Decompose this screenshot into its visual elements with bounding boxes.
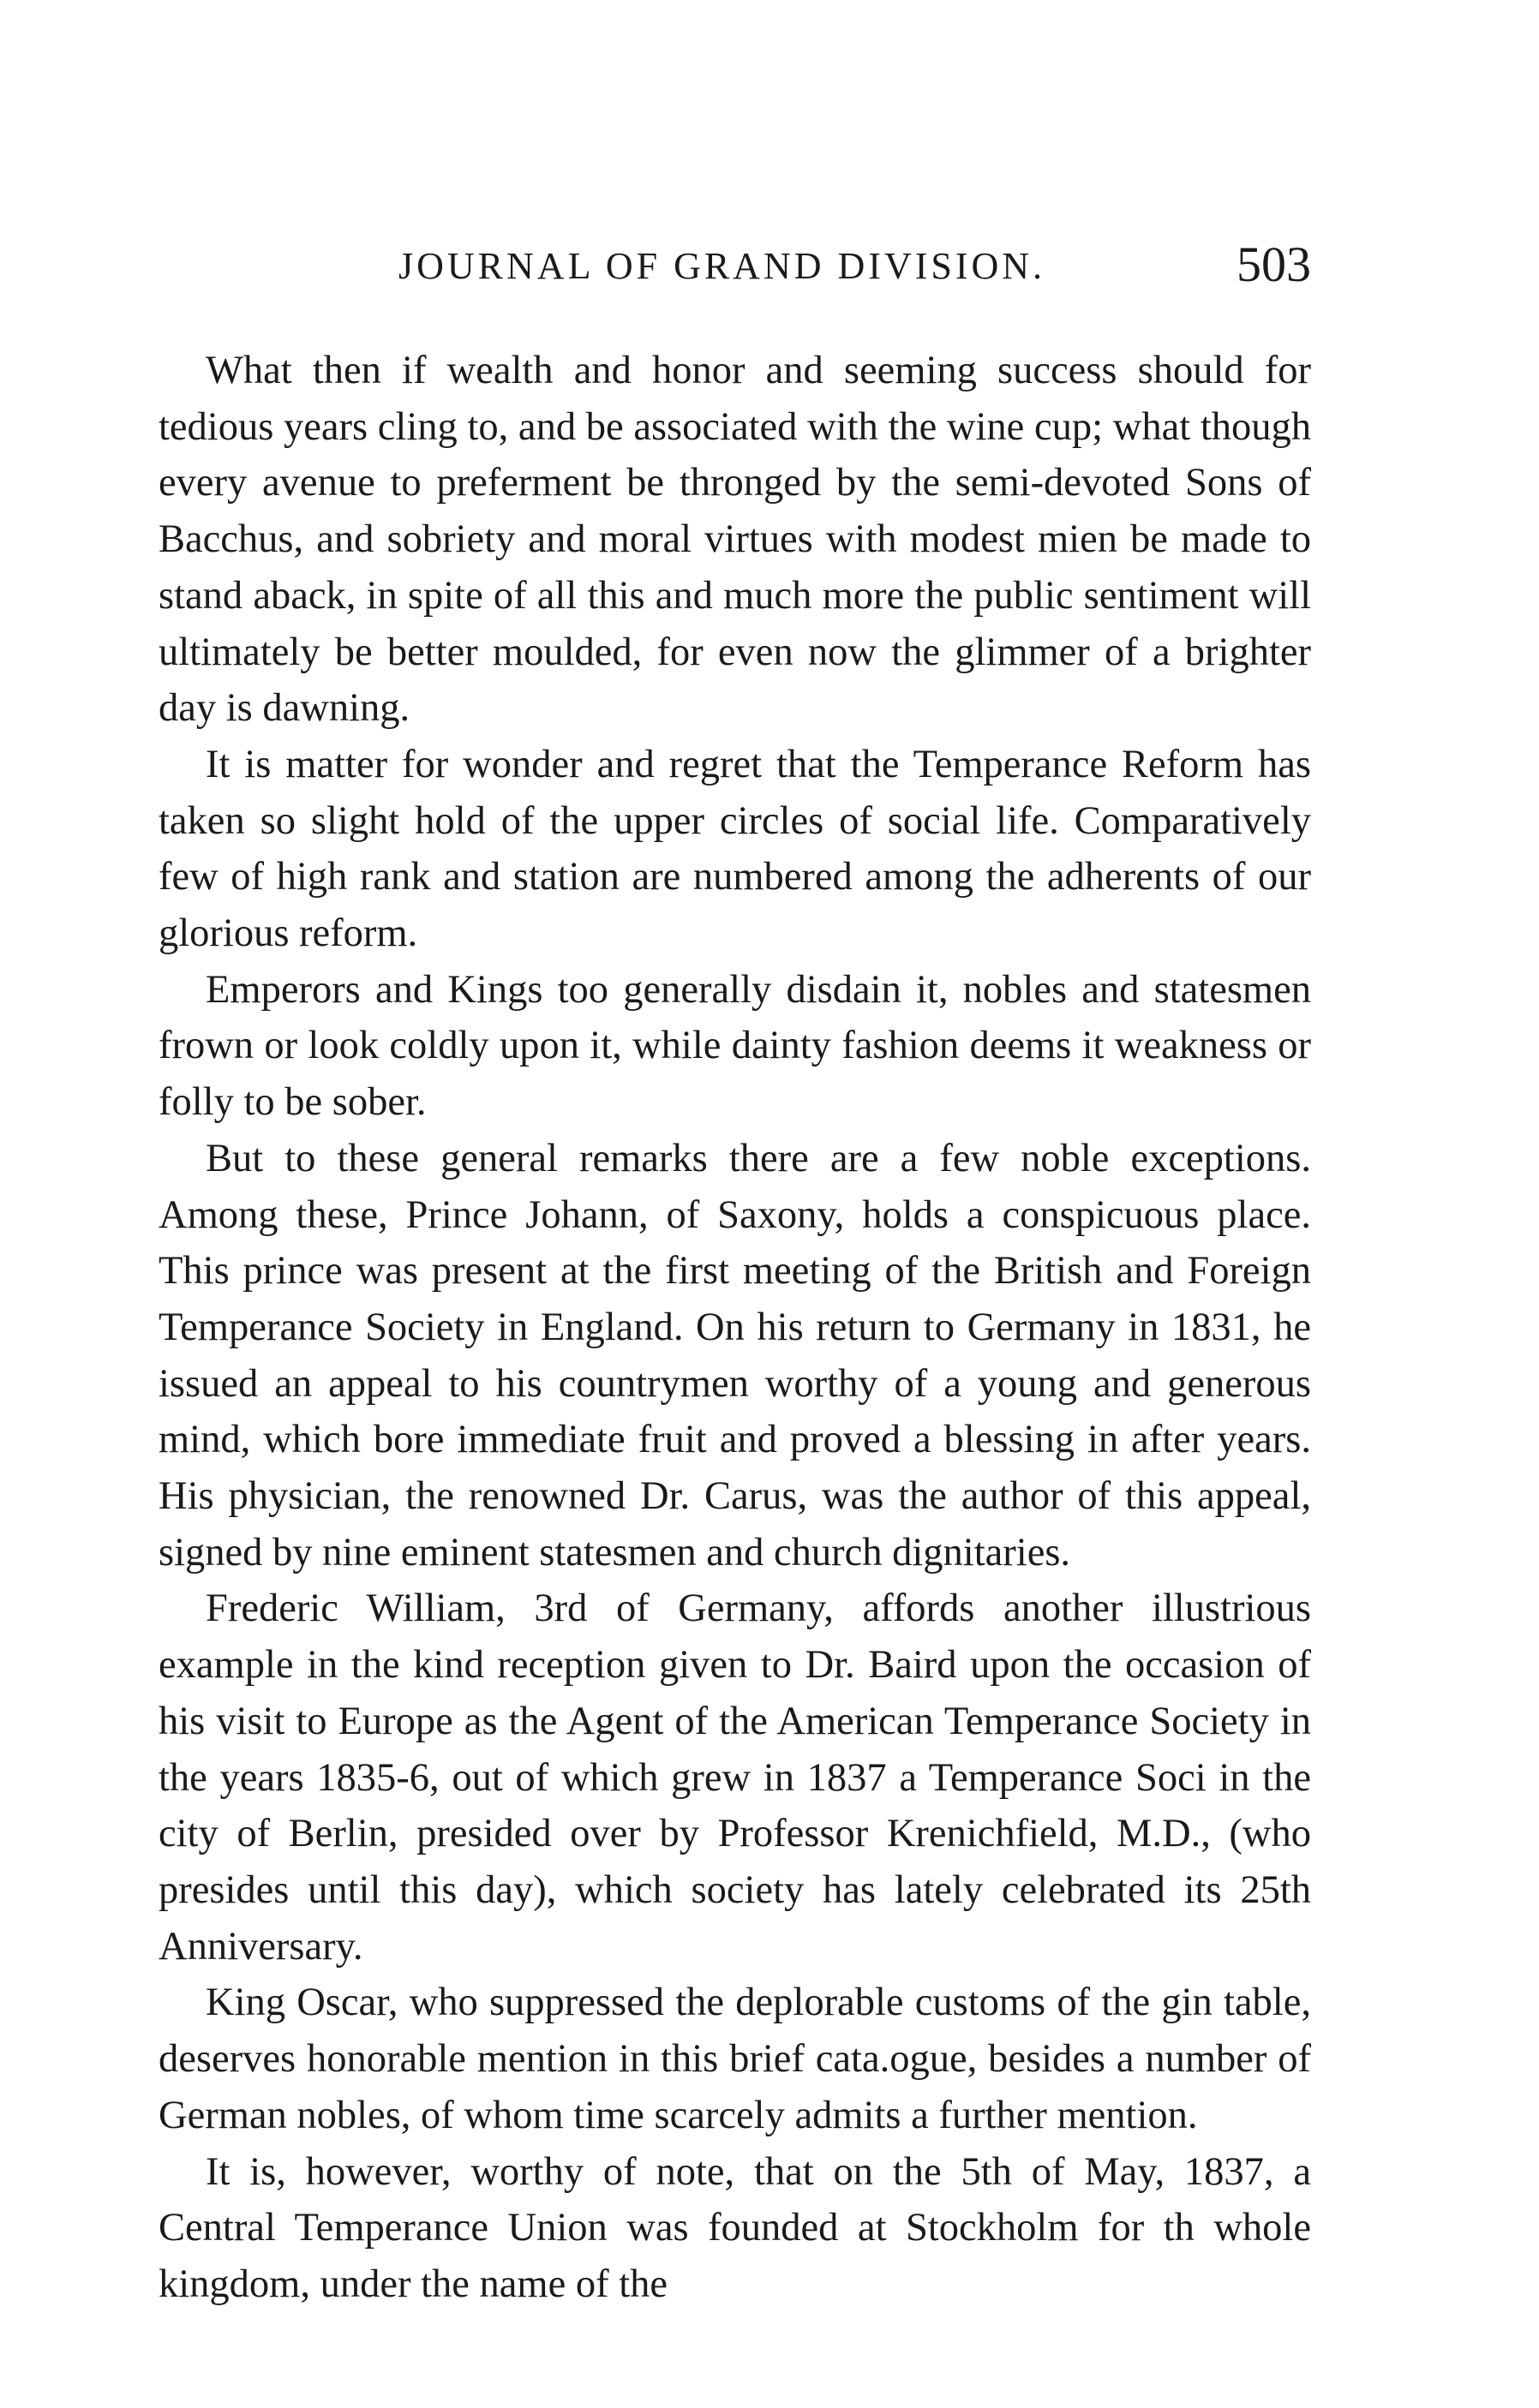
- running-head: [159, 236, 1311, 304]
- paragraph-emperors-and-kings: Emperors and Kings too generally disdain it, nobles and statesmen frown or look coldly upon it, while dainty fashion deems it weakness or folly to be sober.: [159, 967, 1311, 1125]
- body-text: [159, 343, 1311, 2313]
- paragraph-king-oscar: King Oscar, who suppressed the deplorable customs of the gin table, deserves honorable mention in this brief cata.ogue, besides a number of German nobles, of whom time scarcely admits a further mention.: [159, 1981, 1311, 2137]
- paragraph-wealth-and-honor: What then if wealth and honor and seeming success should for tedious years cling to, and be associated with the wine cup; what though every avenue to preferment be thronged by the semi-devoted Sons of Bacchus, and sobriety and moral virtues with modest mien be made to stand aback, in spite of all this and much more the public sentiment will ultimately be better moulded, for even now the glimmer of a brighter day is dawning.: [159, 349, 1311, 731]
- page-number: 503: [1237, 236, 1311, 292]
- paragraph-temperance-reform: It is matter for wonder and regret that the Temperance Reform has taken so slight hold of the upper circles of social life. Comparatively few of high rank and station are numbered among the adherents of our glorious reform.: [159, 742, 1311, 956]
- paragraph-prince-johann: But to these general remarks there are a few noble exceptions. Among these, Prince Johann, of Saxony, holds a conspicuous place. This prince was present at the first meeting of the British and Foreign Temperance Society in England. On his return to Germany in 1831, he issued an appeal to his countrymen worthy of a young and generous mind, which bore immediate fruit and proved a blessing in after years. His physician, the renowned Dr. Carus, was the author of this appeal, signed by nine eminent statesmen and church dignitaries.: [159, 1136, 1311, 1574]
- paragraph-stockholm-union: It is, however, worthy of note, that on the 5th of May, 1837, a Central Temperance Union was founded at Stockholm for th whole kingdom, under the name of the: [159, 2149, 1311, 2306]
- paragraph-frederic-william: Frederic William, 3rd of Germany, affords another illustrious example in the kind reception given to Dr. Baird upon the occasion of his visit to Europe as the Agent of the American Temperance Society in the years 1835-6, out of which grew in 1837 a Temperance Soci in the city of Berlin, presided over by Professor Krenichfield, M.D., (who presides until this day), which society has lately celebrated its 25th Anniversary.: [159, 1586, 1311, 1969]
- running-title: JOURNAL OF GRAND DIVISION.: [398, 245, 1046, 287]
